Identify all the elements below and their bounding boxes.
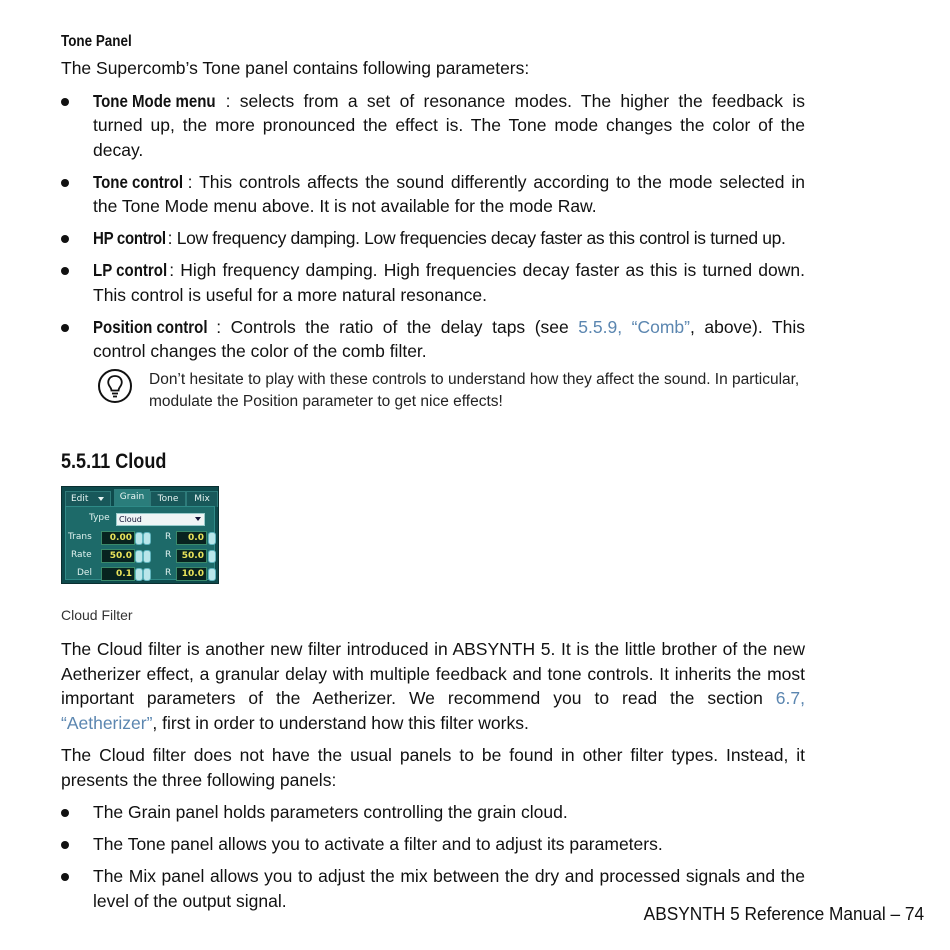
param-value[interactable]: 0.00 [101,531,135,545]
knob-icon[interactable] [143,550,151,563]
knob-icon[interactable] [135,532,143,545]
type-select[interactable]: Cloud [116,513,205,526]
tip-box [61,369,805,415]
list-item [61,89,805,163]
knob-icon[interactable] [135,550,143,563]
param-row [66,531,214,547]
panel-tabs [65,489,215,507]
bullet-dot [61,873,69,881]
term-position-control: Position control [93,316,208,337]
knob-icon[interactable] [143,532,151,545]
r-label: R [165,532,172,542]
bullet-dot [61,841,69,849]
item-text: , above). This control changes the color of the comb filter. [93,316,805,361]
bullet-dot [61,98,69,106]
term-tone-mode-menu: Tone Mode menu [93,90,216,111]
cloud-paragraph-1: The Cloud filter is another new filter introduced in ABSYNTH 5. It is the little brother of the new Aetherizer effect, a granular delay with multiple feedback and tone controls. It inherits the most important parameters of the Aetherizer. We recommend you to read the section 6.7, “Aetherizer”, first in order to understand how this filter works. [61,639,805,733]
bullet-dot [61,324,69,332]
tone-panel-heading: Tone Panel [61,33,132,50]
aetherizer-section-link[interactable]: 6.7, “Aetherizer” [61,688,805,733]
list-item [61,258,805,307]
lightbulb-icon [97,368,133,404]
bullet-dot [61,235,69,243]
comb-section-link[interactable]: 5.5.9, “Comb” [578,316,690,337]
chevron-down-icon [195,517,201,521]
list-item: The Mix panel allows you to adjust the mix between the dry and processed signals and the level of the output signal. [61,864,805,913]
list-item: The Tone panel allows you to activate a filter and to adjust its parameters. [61,832,805,857]
list-item [61,226,805,251]
knob-icon[interactable] [208,550,216,563]
r-value[interactable]: 50.0 [176,549,207,563]
param-label: Del [77,568,92,578]
tone-panel-intro: The Supercomb’s Tone panel contains following parameters: [61,58,530,78]
page-footer: ABSYNTH 5 Reference Manual – 74 [643,904,924,924]
knob-icon[interactable] [143,568,151,581]
r-value[interactable]: 10.0 [176,567,207,581]
knob-icon[interactable] [135,568,143,581]
bullet-dot [61,267,69,275]
figure-caption: Cloud Filter [61,607,133,623]
tone-panel-list [61,89,805,364]
list-item: The Grain panel holds parameters controlling the grain cloud. [61,800,805,825]
bullet-dot [61,179,69,187]
param-row [66,549,214,565]
knob-icon[interactable] [208,568,216,581]
param-row [66,567,214,583]
term-tone-control: Tone control [93,171,184,192]
term-lp-control: LP control [93,260,168,280]
param-label: Rate [71,550,92,560]
cloud-paragraph-2: The Cloud filter does not have the usual panels to be found in other filter types. Instead, it presents the three following panels: [61,745,805,790]
tab-edit[interactable]: Edit [65,491,111,506]
item-text: : Low frequency damping. Low frequencies decay faster as this control is turned up. [167,228,786,248]
tip-text: Don’t hesitate to play with these controls to understand how they affect the sound. In particular, modulate the Position parameter to get nice effects! [149,371,800,410]
param-label: Trans [68,532,92,542]
list-item [61,170,805,219]
item-text: : High frequency damping. High frequencies decay faster as this is turned down. This control is useful for a more natural resonance. [93,260,805,305]
tab-tone[interactable]: Tone [150,491,186,507]
term-hp-control: HP control [93,228,166,248]
knob-icon[interactable] [208,532,216,545]
type-label: Type [89,513,110,523]
tab-mix[interactable]: Mix [186,491,218,507]
r-label: R [165,550,172,560]
item-text: : Controls the ratio of the delay taps (see [216,316,579,337]
r-label: R [165,568,172,578]
chevron-down-icon [98,497,104,501]
bullet-dot [61,809,69,817]
cloud-panels-list [61,800,805,913]
param-value[interactable]: 0.1 [101,567,135,581]
item-text: : selects from a set of resonance modes. The higher the feedback is turned up, the more pronounced the effect is. The Tone mode changes the color of the decay. [93,90,805,160]
cloud-filter-panel-image [61,486,219,584]
section-title: 5.5.11 Cloud [61,449,167,473]
tab-grain[interactable]: Grain [114,489,150,507]
panel-body [65,506,215,580]
manual-page [61,30,805,921]
r-value[interactable]: 0.0 [176,531,207,545]
item-text: : This controls affects the sound differently according to the mode selected in the Tone Mode menu above. It is not available for the mode Raw. [93,171,805,216]
list-item [61,315,805,364]
param-value[interactable]: 50.0 [101,549,135,563]
